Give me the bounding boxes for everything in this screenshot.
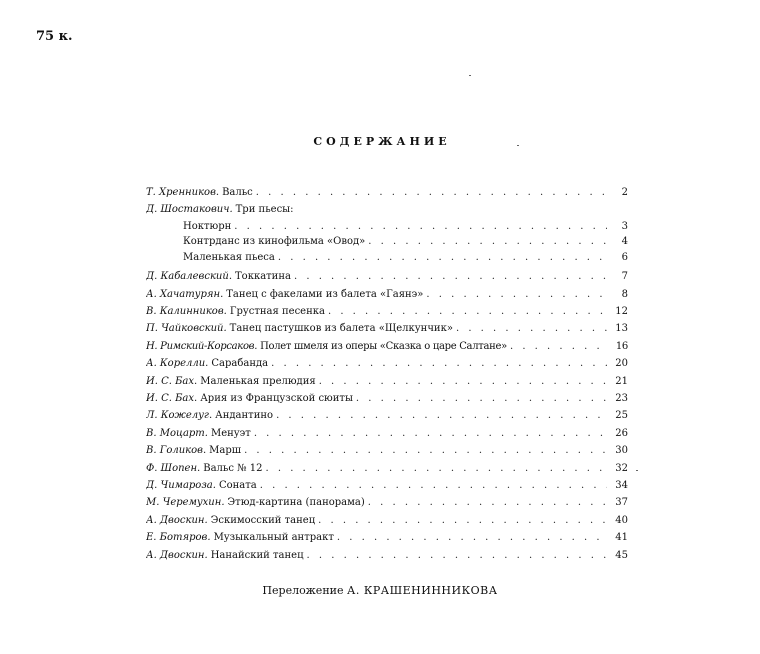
toc-entry: [146, 338, 628, 355]
leader-dots: [426, 286, 607, 303]
toc-title: Маленькая пьеса: [183, 251, 275, 263]
toc-title: Полет шмеля из оперы «Сказка о царе Салтане»: [260, 340, 507, 352]
leader-dots: [276, 407, 607, 424]
toc-author: Н. Римский-Корсаков.: [146, 340, 258, 352]
toc-entry: [146, 286, 628, 303]
toc-author: Д. Чимароза.: [146, 479, 216, 491]
leader-dots: [278, 250, 607, 265]
toc-title: Вальс № 12: [203, 462, 263, 474]
toc-page-number: 13: [615, 323, 628, 335]
toc-entry: [146, 512, 628, 529]
toc-title: Танец с факелами из балета «Гаянэ»: [226, 288, 424, 300]
toc-author: И. С. Бах.: [146, 393, 198, 405]
toc-author: Д. Шостакович.: [146, 204, 233, 216]
toc-entry: [146, 494, 628, 511]
scan-speck: [469, 75, 471, 76]
toc-page-number: 34: [615, 479, 628, 491]
leader-dots: [368, 494, 607, 511]
scan-speck: [517, 145, 519, 146]
leader-dots: [319, 373, 607, 390]
toc-page-number: 41: [615, 532, 628, 544]
toc-author: Е. Ботяров.: [146, 532, 211, 544]
toc-page-number: 30: [615, 445, 628, 457]
scan-speck: [636, 470, 638, 471]
table-of-contents: [146, 184, 628, 564]
toc-author: П. Чайковский.: [146, 323, 227, 335]
leader-dots: [254, 425, 607, 442]
toc-title: Эскимосский танец: [210, 514, 316, 526]
contents-heading: СОДЕРЖАНИЕ: [313, 135, 451, 148]
toc-page-number: 26: [615, 427, 628, 439]
toc-entry: [146, 407, 628, 424]
toc-entry: [146, 355, 628, 372]
toc-author: А. Корелли.: [146, 358, 209, 370]
toc-page-number: 8: [621, 288, 628, 300]
toc-entry: [146, 390, 628, 407]
toc-page-number: 6: [621, 251, 628, 263]
toc-page-number: 25: [615, 410, 628, 422]
leader-dots: [318, 512, 607, 529]
toc-page-number: 20: [615, 358, 628, 370]
leader-dots: [271, 355, 607, 372]
toc-entry: [146, 477, 628, 494]
leader-dots: [337, 529, 607, 546]
toc-title: Грустная песенка: [229, 306, 325, 318]
toc-title: Марш: [209, 445, 242, 457]
arranger-label: Переложение: [262, 584, 344, 597]
toc-page-number: 2: [621, 187, 628, 198]
toc-entry: [146, 425, 628, 442]
toc-page-number: 23: [615, 393, 628, 405]
toc-author: А. Хачатурян.: [146, 288, 224, 300]
toc-page-number: 45: [615, 549, 628, 561]
toc-title: Три пьесы:: [235, 204, 294, 216]
toc-title: Вальс: [222, 187, 253, 198]
toc-author: А. Двоскин.: [146, 514, 208, 526]
toc-entry: [146, 460, 628, 477]
leader-dots: [456, 320, 607, 337]
toc-title: Музыкальный антракт: [213, 532, 334, 544]
toc-entry: [146, 303, 628, 320]
toc-subentry: [146, 234, 628, 250]
toc-page-number: 12: [615, 306, 628, 318]
leader-dots: [294, 268, 607, 285]
arranger-name: А. КРАШЕНИННИКОВА: [347, 584, 498, 597]
toc-entry: [146, 184, 628, 201]
toc-title: Сарабанда: [211, 358, 269, 370]
leader-dots: [356, 390, 607, 407]
toc-page-number: 21: [615, 375, 628, 387]
leader-dots: [256, 184, 607, 201]
toc-title: Танец пастушков из балета «Щелкунчик»: [229, 323, 453, 335]
toc-title: Токкатина: [235, 271, 291, 283]
leader-dots: [368, 234, 607, 249]
toc-author: Ф. Шопен.: [146, 462, 201, 474]
toc-author: Л. Кожелуг.: [146, 410, 213, 422]
toc-author: И. С. Бах.: [146, 375, 198, 387]
leader-dots: [510, 338, 607, 355]
toc-author: В. Моцарт.: [146, 427, 208, 439]
toc-title: Ноктюрн: [183, 220, 232, 232]
toc-page-number: 16: [615, 340, 628, 352]
toc-page-number: 37: [615, 497, 628, 509]
leader-dots: [265, 460, 607, 477]
toc-author: Т. Хренников.: [146, 187, 220, 198]
toc-page-number: 32: [615, 462, 628, 474]
price-label: 75 к.: [36, 29, 73, 44]
toc-author: Д. Кабалевский.: [146, 271, 232, 283]
toc-subentry: [146, 219, 628, 235]
toc-title: Менуэт: [210, 427, 251, 439]
toc-title: Этюд-картина (панорама): [227, 497, 365, 509]
toc-page-number: 7: [621, 271, 628, 283]
toc-entry-group: [146, 201, 628, 218]
toc-author: А. Двоскин.: [146, 549, 208, 561]
arranger-credit: [0, 584, 760, 597]
leader-dots: [260, 477, 607, 494]
leader-dots: [328, 303, 607, 320]
leader-dots: [244, 442, 607, 459]
toc-author: М. Черемухин.: [146, 497, 225, 509]
toc-title: Нанайский танец: [210, 549, 304, 561]
toc-entry: [146, 529, 628, 546]
leader-dots: [307, 547, 607, 564]
toc-title: Андантино: [215, 410, 274, 422]
toc-entry: [146, 320, 628, 337]
toc-title: Контрданс из кинофильма «Овод»: [183, 236, 366, 248]
toc-entry: [146, 547, 628, 564]
toc-entry: [146, 373, 628, 390]
toc-page-number: 4: [621, 236, 628, 248]
toc-author: В. Калинников.: [146, 306, 227, 318]
toc-entry: [146, 442, 628, 459]
toc-title: Ария из Французской сюиты: [200, 393, 353, 405]
toc-entry: [146, 268, 628, 285]
leader-dots: [234, 219, 607, 234]
toc-page-number: 3: [621, 220, 628, 232]
toc-author: В. Голиков.: [146, 445, 207, 457]
toc-page-number: 40: [615, 514, 628, 526]
toc-subentry: [146, 250, 628, 266]
toc-title: Маленькая прелюдия: [200, 375, 316, 387]
toc-title: Соната: [218, 479, 257, 491]
